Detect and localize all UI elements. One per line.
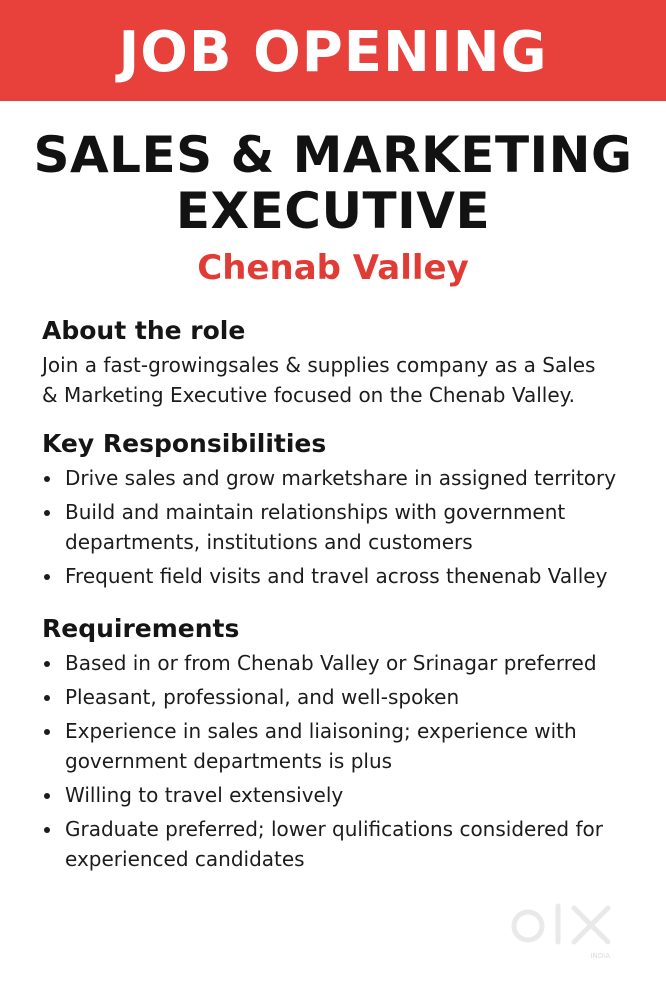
bullet-icon	[44, 476, 50, 482]
list-item-text: government departments is plus	[65, 749, 393, 773]
list-item-text: Based in or from Chenab Valley or Srinagar preferred	[65, 651, 597, 675]
list-item	[42, 780, 642, 810]
responsibilities-list	[42, 463, 642, 591]
about-section	[42, 316, 642, 410]
requirements-heading: Requirements	[42, 614, 240, 643]
list-item	[42, 814, 642, 874]
list-item-text: Build and maintain relationships with government	[65, 500, 566, 524]
bullet-icon	[44, 510, 50, 516]
list-item-text: Pleasant, professional, and well-spoken	[65, 685, 460, 709]
job-title-line1: SALES & MARKETING	[33, 126, 633, 184]
about-text	[42, 350, 642, 410]
about-text-line2: & Marketing Executive focused on the Chenab Valley.	[42, 383, 575, 407]
requirements-list	[42, 648, 642, 874]
list-item-text: Frequent field visits and travel across theɴenab Valley	[65, 564, 608, 588]
responsibilities-section	[42, 429, 642, 595]
bullet-icon	[44, 574, 50, 580]
about-heading: About the role	[42, 316, 246, 345]
list-item	[42, 463, 642, 493]
list-item-text: Drive sales and grow marketshare in assigned territory	[65, 466, 617, 490]
bullet-icon	[44, 695, 50, 701]
list-item-text: Experience in sales and liaisoning; experience with	[65, 719, 577, 743]
job-location: Chenab Valley	[197, 248, 469, 288]
list-item-text: experienced candidates	[65, 847, 305, 871]
list-item-text: departments, institutions and customers	[65, 530, 473, 554]
banner-title: JOB OPENING	[118, 20, 548, 85]
list-item	[42, 648, 642, 678]
bullet-icon	[44, 827, 50, 833]
list-item	[42, 716, 642, 776]
list-item	[42, 682, 642, 712]
requirements-section	[42, 614, 642, 878]
bullet-icon	[44, 729, 50, 735]
olx-watermark-logo	[508, 900, 632, 962]
list-item	[42, 561, 642, 591]
job-title-line2: EXECUTIVE	[175, 182, 491, 240]
about-text-line1: Join a fast-growingsales & supplies company as a Sales	[42, 353, 596, 377]
watermark-country: INDIA	[590, 952, 610, 960]
header-banner	[0, 0, 666, 101]
bullet-icon	[44, 661, 50, 667]
job-title	[0, 127, 666, 239]
responsibilities-heading: Key Responsibilities	[42, 429, 327, 458]
list-item	[42, 497, 642, 557]
list-item-text: Graduate preferred; lower qulifications considered for	[65, 817, 603, 841]
bullet-icon	[44, 793, 50, 799]
list-item-text: Willing to travel extensively	[65, 783, 344, 807]
